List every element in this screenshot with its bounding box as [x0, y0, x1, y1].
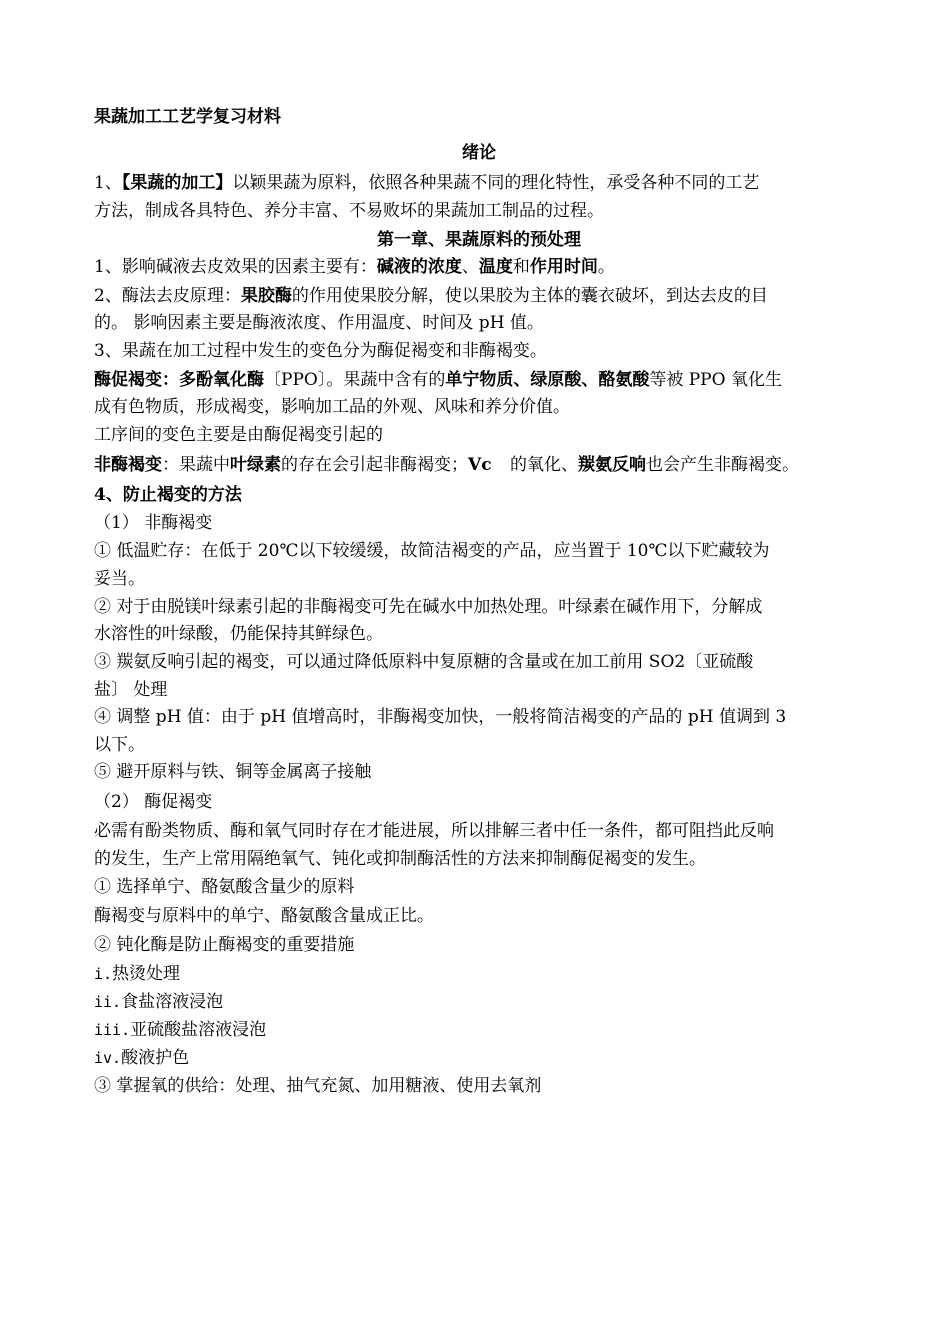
intro-term: 【果蔬的加工】 [121, 173, 233, 193]
ch1-item1 [94, 256, 864, 278]
roman-text-1: 热烫处理 [112, 964, 181, 984]
enzymatic-method2: ② 钝化酶是防止酶褐变的重要措施 [94, 935, 355, 955]
roman-num-4: iv. [94, 1049, 122, 1067]
nonenz-text4: 也会产生非酶褐变。 [646, 455, 799, 475]
enzymatic-method1-note: 酶褐变与原料中的单宁、酪氨酸含量成正比。 [94, 906, 434, 926]
method2-line1: ② 对于由脱镁叶绿素引起的非酶褐变可先在碱水中加热处理。叶绿素在碱作用下，分解成 [94, 597, 763, 617]
nonenz-key4: 羰氨反响 [578, 455, 646, 475]
subsection2-heading: （2） 酶促褐变 [94, 792, 213, 812]
method1-line1: ① 低温贮存：在低于 20℃以下较缓缓，故简洁褐变的产品，应当置于 10℃以下贮藏较为 [94, 541, 770, 561]
intro-paragraph-line2: 方法，制成各具特色、养分丰富、不易败坏的果蔬加工制品的过程。 [94, 201, 604, 221]
method3-line1: ③ 羰氨反响引起的褐变，可以通过降低原料中复原糖的含量或在加工前用 SO2〔亚硫酸 [94, 652, 754, 672]
ch1-item2-prefix: 2、酶法去皮原理： [94, 286, 241, 306]
enzymatic-paragraph-line1: 必需有酚类物质、酶和氧气同时存在才能进展，所以排解三者中任一条件，都可阻挡此反响 [94, 821, 774, 841]
enz-key5: 酪氨酸 [598, 370, 650, 390]
ch1-item1-end: 。 [597, 257, 615, 277]
process-note: 工序间的变色主要是由酶促褐变引起的 [94, 425, 383, 445]
nonenz-key3: Vc [468, 455, 492, 475]
nonenz-text3: 的氧化、 [510, 455, 578, 475]
method4-line1: ④ 调整 pH 值：由于 pH 值增高时，非酶褐变加快，一般将简洁褐变的产品的 pH 值调到 3 [94, 707, 787, 727]
nonenz-key2: 叶绿素 [230, 455, 281, 475]
method2-line2: 水溶性的叶绿酸，仍能保持其鲜绿色。 [94, 624, 383, 644]
ch1-item1-sep1: 、 [461, 257, 479, 277]
enzymatic-method3: ③ 掌握氧的供给：处理、抽气充氮、加用糖液、使用去氧剂 [94, 1076, 542, 1096]
ch1-item3: 3、果蔬在加工过程中发生的变色分为酶促褐变和非酶褐变。 [94, 341, 547, 361]
section4-heading: 4、防止褐变的方法 [94, 485, 242, 505]
enzymatic-method1: ① 选择单宁、酪氨酸含量少的原料 [94, 877, 355, 897]
enz-key2: 多酚氧化酶 [179, 370, 264, 390]
roman-num-3: iii. [94, 1021, 131, 1039]
enzymatic-browning-line2: 成有色物质，形成褐变，影响加工品的外观、风味和养分价值。 [94, 397, 570, 417]
document-title: 果蔬加工工艺学复习材料 [94, 107, 281, 127]
enz-key3: 单宁物质 [445, 370, 514, 390]
intro-heading: 绪论 [462, 143, 496, 163]
ch1-item2-line2: 的。 影响因素主要是酶液浓度、作用温度、时间及 pH 值。 [94, 313, 544, 333]
ch1-item1-prefix: 1、影响碱液去皮效果的因素主要有： [94, 257, 377, 277]
ch1-item1-sep2: 和 [512, 257, 530, 277]
roman-item-1 [94, 963, 864, 985]
roman-text-3: 亚硫酸盐溶液浸泡 [130, 1020, 267, 1040]
roman-num-1: i. [94, 965, 113, 983]
roman-text-4: 酸液护色 [121, 1048, 190, 1068]
enz-text1: 〔PPO〕。果蔬中含有的 [264, 370, 446, 390]
intro-line1-rest: 以颖果蔬为原料，依照各种果蔬不同的理化特性，承受各种不同的工艺 [232, 173, 760, 193]
method5: ⑤ 避开原料与铁、铜等金属离子接触 [94, 762, 372, 782]
ch1-item1-key3: 作用时间 [529, 257, 598, 277]
ch1-item2-line1-rest: 的作用使果胶分解，使以果胶为主体的囊衣破坏，到达去皮的目 [291, 286, 768, 306]
intro-num: 1、 [94, 173, 122, 193]
enz-key4: 绿原酸 [530, 370, 582, 390]
ch1-item2-line1 [94, 285, 864, 307]
ch1-item2-key: 果胶酶 [240, 286, 292, 306]
nonenz-text2: 的存在会引起非酶褐变； [281, 455, 468, 475]
intro-paragraph-line1 [94, 172, 864, 194]
roman-text-2: 食盐溶液浸泡 [121, 992, 224, 1012]
method1-line2: 妥当。 [94, 569, 145, 589]
enz-sep2: 、 [581, 370, 599, 390]
enz-text2: 等被 PPO 氧化生 [649, 370, 782, 390]
method3-line2: 盐〕 处理 [94, 680, 168, 700]
method4-line2: 以下。 [94, 735, 145, 755]
enzymatic-browning-line1 [94, 369, 864, 391]
nonenz-key1: 非酶褐变 [94, 455, 162, 475]
ch1-item1-key2: 温度 [478, 257, 513, 277]
roman-num-2: ii. [94, 993, 122, 1011]
roman-item-2 [94, 991, 864, 1013]
roman-item-3 [94, 1019, 864, 1041]
nonenz-text1: ：果蔬中 [162, 455, 230, 475]
chapter1-heading: 第一章、果蔬原料的预处理 [377, 230, 581, 250]
enz-sep1: 、 [513, 370, 531, 390]
subsection1-heading: （1） 非酶褐变 [94, 513, 213, 533]
enz-key1: 酶促褐变： [94, 370, 179, 390]
enzymatic-paragraph-line2: 的发生，生产上常用隔绝氧气、钝化或抑制酶活性的方法来抑制酶促褐变的发生。 [94, 849, 706, 869]
non-enzymatic-browning [94, 454, 864, 476]
roman-item-4 [94, 1047, 864, 1069]
ch1-item1-key1: 碱液的浓度 [376, 257, 462, 277]
